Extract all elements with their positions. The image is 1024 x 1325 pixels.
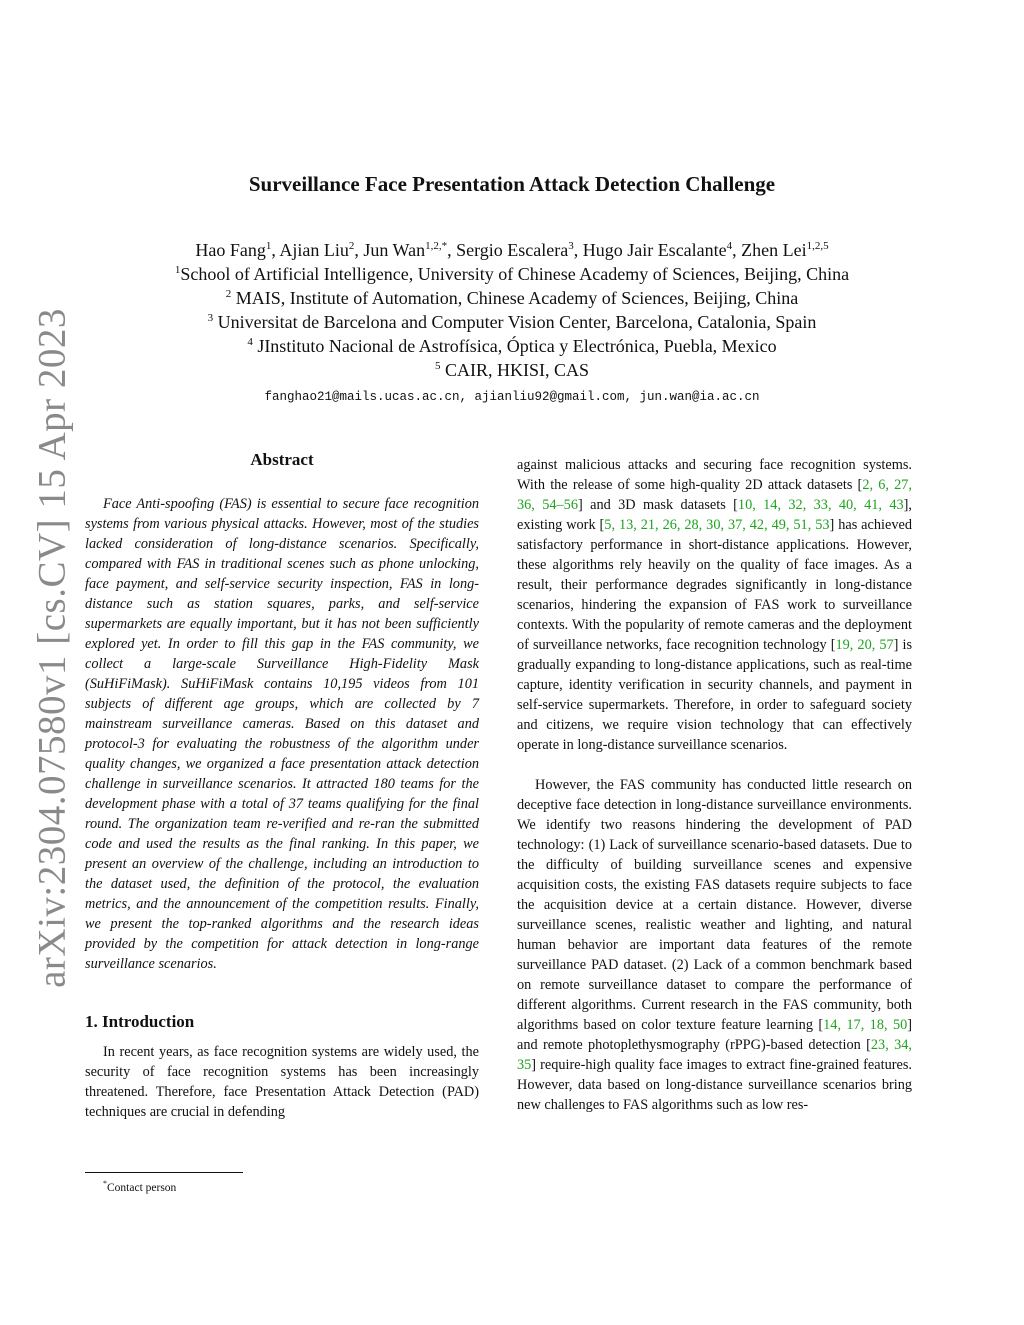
affiliation-line xyxy=(0,334,1024,358)
body-text: against malicious attacks and securing face recognition systems. With the release of some high-quality 2D attack datasets [ xyxy=(517,457,912,493)
author-name: Hao Fang xyxy=(195,240,266,260)
author-name: Zhen Lei xyxy=(741,240,807,260)
affiliation-text: MAIS, Institute of Automation, Chinese Academy of Sciences, Beijing, China xyxy=(235,288,799,308)
author-affiliation-mark: 4 xyxy=(726,240,733,252)
body-text: ] and 3D mask datasets [ xyxy=(577,497,738,513)
footnote-mark: * xyxy=(103,1179,107,1188)
arxiv-identifier-stamp: arXiv:2304.07580v1 [cs.CV] 15 Apr 2023 xyxy=(30,308,74,988)
affiliation-line xyxy=(0,262,1024,286)
body-text: However, the FAS community has conducted little research on deceptive face detection in long-distance surveillance environments. We identify two reasons hindering the development of PAD technology: (1) Lack of surveillance scenario-based datasets. Due to the difficulty of building surveillance scenes and expensive acquisition costs, the existing FAS datasets require subjects to face the acquisition device at a certain distance. However, diverse surveillance scenes, realistic weather and lighting, and natural human behavior are important data features of the remote surveillance PAD dataset. (2) Lack of a common benchmark based on remote surveillance dataset to compare the performance of different algorithms. Current research in the FAS community, both algorithms based on color texture feature learning [ xyxy=(517,777,912,1033)
affiliation-mark: 5 xyxy=(434,360,441,372)
author-affiliation-mark: 1 xyxy=(265,240,272,252)
affiliation-mark: 2 xyxy=(225,288,232,300)
affiliation-text: CAIR, HKISI, CAS xyxy=(444,360,590,380)
citation-link[interactable]: 5, 13, 21, 26, 28, 30, 37, 42, 49, 51, 53 xyxy=(604,517,830,533)
citation-link[interactable]: 23, 34, 35 xyxy=(517,1037,912,1073)
author-emails[interactable]: fanghao21@mails.ucas.ac.cn, ajianliu92@gmail.com, jun.wan@ia.ac.cn xyxy=(264,390,760,404)
citation-link[interactable]: 10, 14, 32, 33, 40, 41, 43 xyxy=(737,497,904,513)
author-name: Hugo Jair Escalante xyxy=(582,240,727,260)
body-text: ] is gradually expanding to long-distance applications, such as real-time capture, identity verification in security channels, and payment in self-service supermarkets. Therefore, in order to safeguard society and citizens, we require vision technology that can effectively operate in long-distance surveillance scenarios. xyxy=(517,637,913,753)
footnote xyxy=(103,1179,176,1194)
left-column xyxy=(85,450,479,1122)
affiliation-line xyxy=(0,286,1024,310)
paper-title: Surveillance Face Presentation Attack Detection Challenge xyxy=(248,172,776,196)
author-block xyxy=(0,238,1024,382)
affiliation-line xyxy=(0,358,1024,382)
citation-link[interactable]: 19, 20, 57 xyxy=(835,637,894,653)
citation-link[interactable]: 2, 6, 27, 36, 54–56 xyxy=(517,477,912,513)
affiliation-line xyxy=(0,310,1024,334)
author-name: Ajian Liu xyxy=(279,240,349,260)
author-affiliation-mark: 3 xyxy=(568,240,574,252)
body-text: ], existing work [ xyxy=(517,497,913,533)
introduction-paragraph: In recent years, as face recognition systems are widely used, the security of face recognition systems has been increasingly threatened. Therefore, face Presentation Attack Detection (PAD) techniques are crucial in defending xyxy=(85,1044,479,1120)
affiliation-text: JInstituto Nacional de Astrofísica, Óptica y Electrónica, Puebla, Mexico xyxy=(257,336,777,356)
author-name: Sergio Escalera xyxy=(456,240,569,260)
body-paragraph xyxy=(517,455,912,755)
body-text: ] and remote photoplethysmography (rPPG)-based detection [ xyxy=(517,1017,913,1053)
affiliation-text: Universitat de Barcelona and Computer Vision Center, Barcelona, Catalonia, Spain xyxy=(217,312,817,332)
body-text: ] require-high quality face images to extract fine-grained features. However, data based on long-distance surveillance scenarios bring new challenges to FAS algorithms such as low res- xyxy=(517,1057,912,1113)
author-affiliation-mark: 1,2,* xyxy=(425,240,448,252)
author-list: Hao Fang$^1$, Ajian Liu$^2$, Jun Wan$^{1,2,*}$, Sergio Escalera$^3$, Hugo Jair Escalante$^4$, Zhen Lei$^{1,2,5}$ xyxy=(195,240,829,260)
author-name: Jun Wan xyxy=(363,240,426,260)
author-affiliation-mark: 1,2,5 xyxy=(806,240,829,252)
right-column xyxy=(517,455,912,1115)
affiliation-mark: 3 xyxy=(207,312,214,324)
abstract-text: Face Anti-spoofing (FAS) is essential to secure face recognition systems from various physical attacks. However, most of the studies lacked consideration of long-distance scenarios. Specifically, compared with FAS in traditional scenes such as phone unlocking, face payment, and self-service security inspection, FAS in long-distance such as station squares, parks, and self-service supermarkets are equally important, but it has not been sufficiently explored yet. In order to fill this gap in the FAS community, we collect a large-scale Surveillance High-Fidelity Mask (SuHiFiMask). SuHiFiMask contains 10,195 videos from 101 subjects of different age groups, which are collected by 7 mainstream surveillance cameras. Based on this dataset and protocol-3 for evaluating the robustness of the algorithm under quality changes, we organized a face presentation attack detection challenge in surveillance scenarios. It attracted 180 teams for the development phase with a total of 37 teams qualifying for the final round. The organization team re-verified and re-ran the submitted code and used the results as the final ranking. In this paper, we present an overview of the challenge, including an introduction to the dataset used, the definition of the protocol, the evaluation metrics, and the announcement of the competition results. Finally, we present the top-ranked algorithms and the research ideas provided by the competition for attack detection in long-range surveillance scenarios. xyxy=(85,496,479,972)
body-text: ] has achieved satisfactory performance in short-distance applications. However, these algorithms rely heavily on the quality of face images. As a result, their performance degrades significantly in long-distance scenarios, hindering the expansion of FAS work to surveillance contexts. With the popularity of remote cameras and the deployment of surveillance networks, face recognition technology [ xyxy=(517,517,912,653)
body-paragraph xyxy=(517,775,912,1115)
affiliation-text: School of Artificial Intelligence, University of Chinese Academy of Sciences, Beijing, China xyxy=(180,264,850,284)
citation-link[interactable]: 14, 17, 18, 50 xyxy=(823,1017,908,1033)
footnote-divider xyxy=(85,1172,243,1173)
abstract-heading: Abstract xyxy=(250,450,314,469)
footnote-text: Contact person xyxy=(107,1181,177,1194)
introduction-heading: 1. Introduction xyxy=(85,1012,195,1031)
affiliation-mark: 1 xyxy=(174,264,181,276)
author-affiliation-mark: 2 xyxy=(348,240,355,252)
affiliation-mark: 4 xyxy=(247,336,253,348)
